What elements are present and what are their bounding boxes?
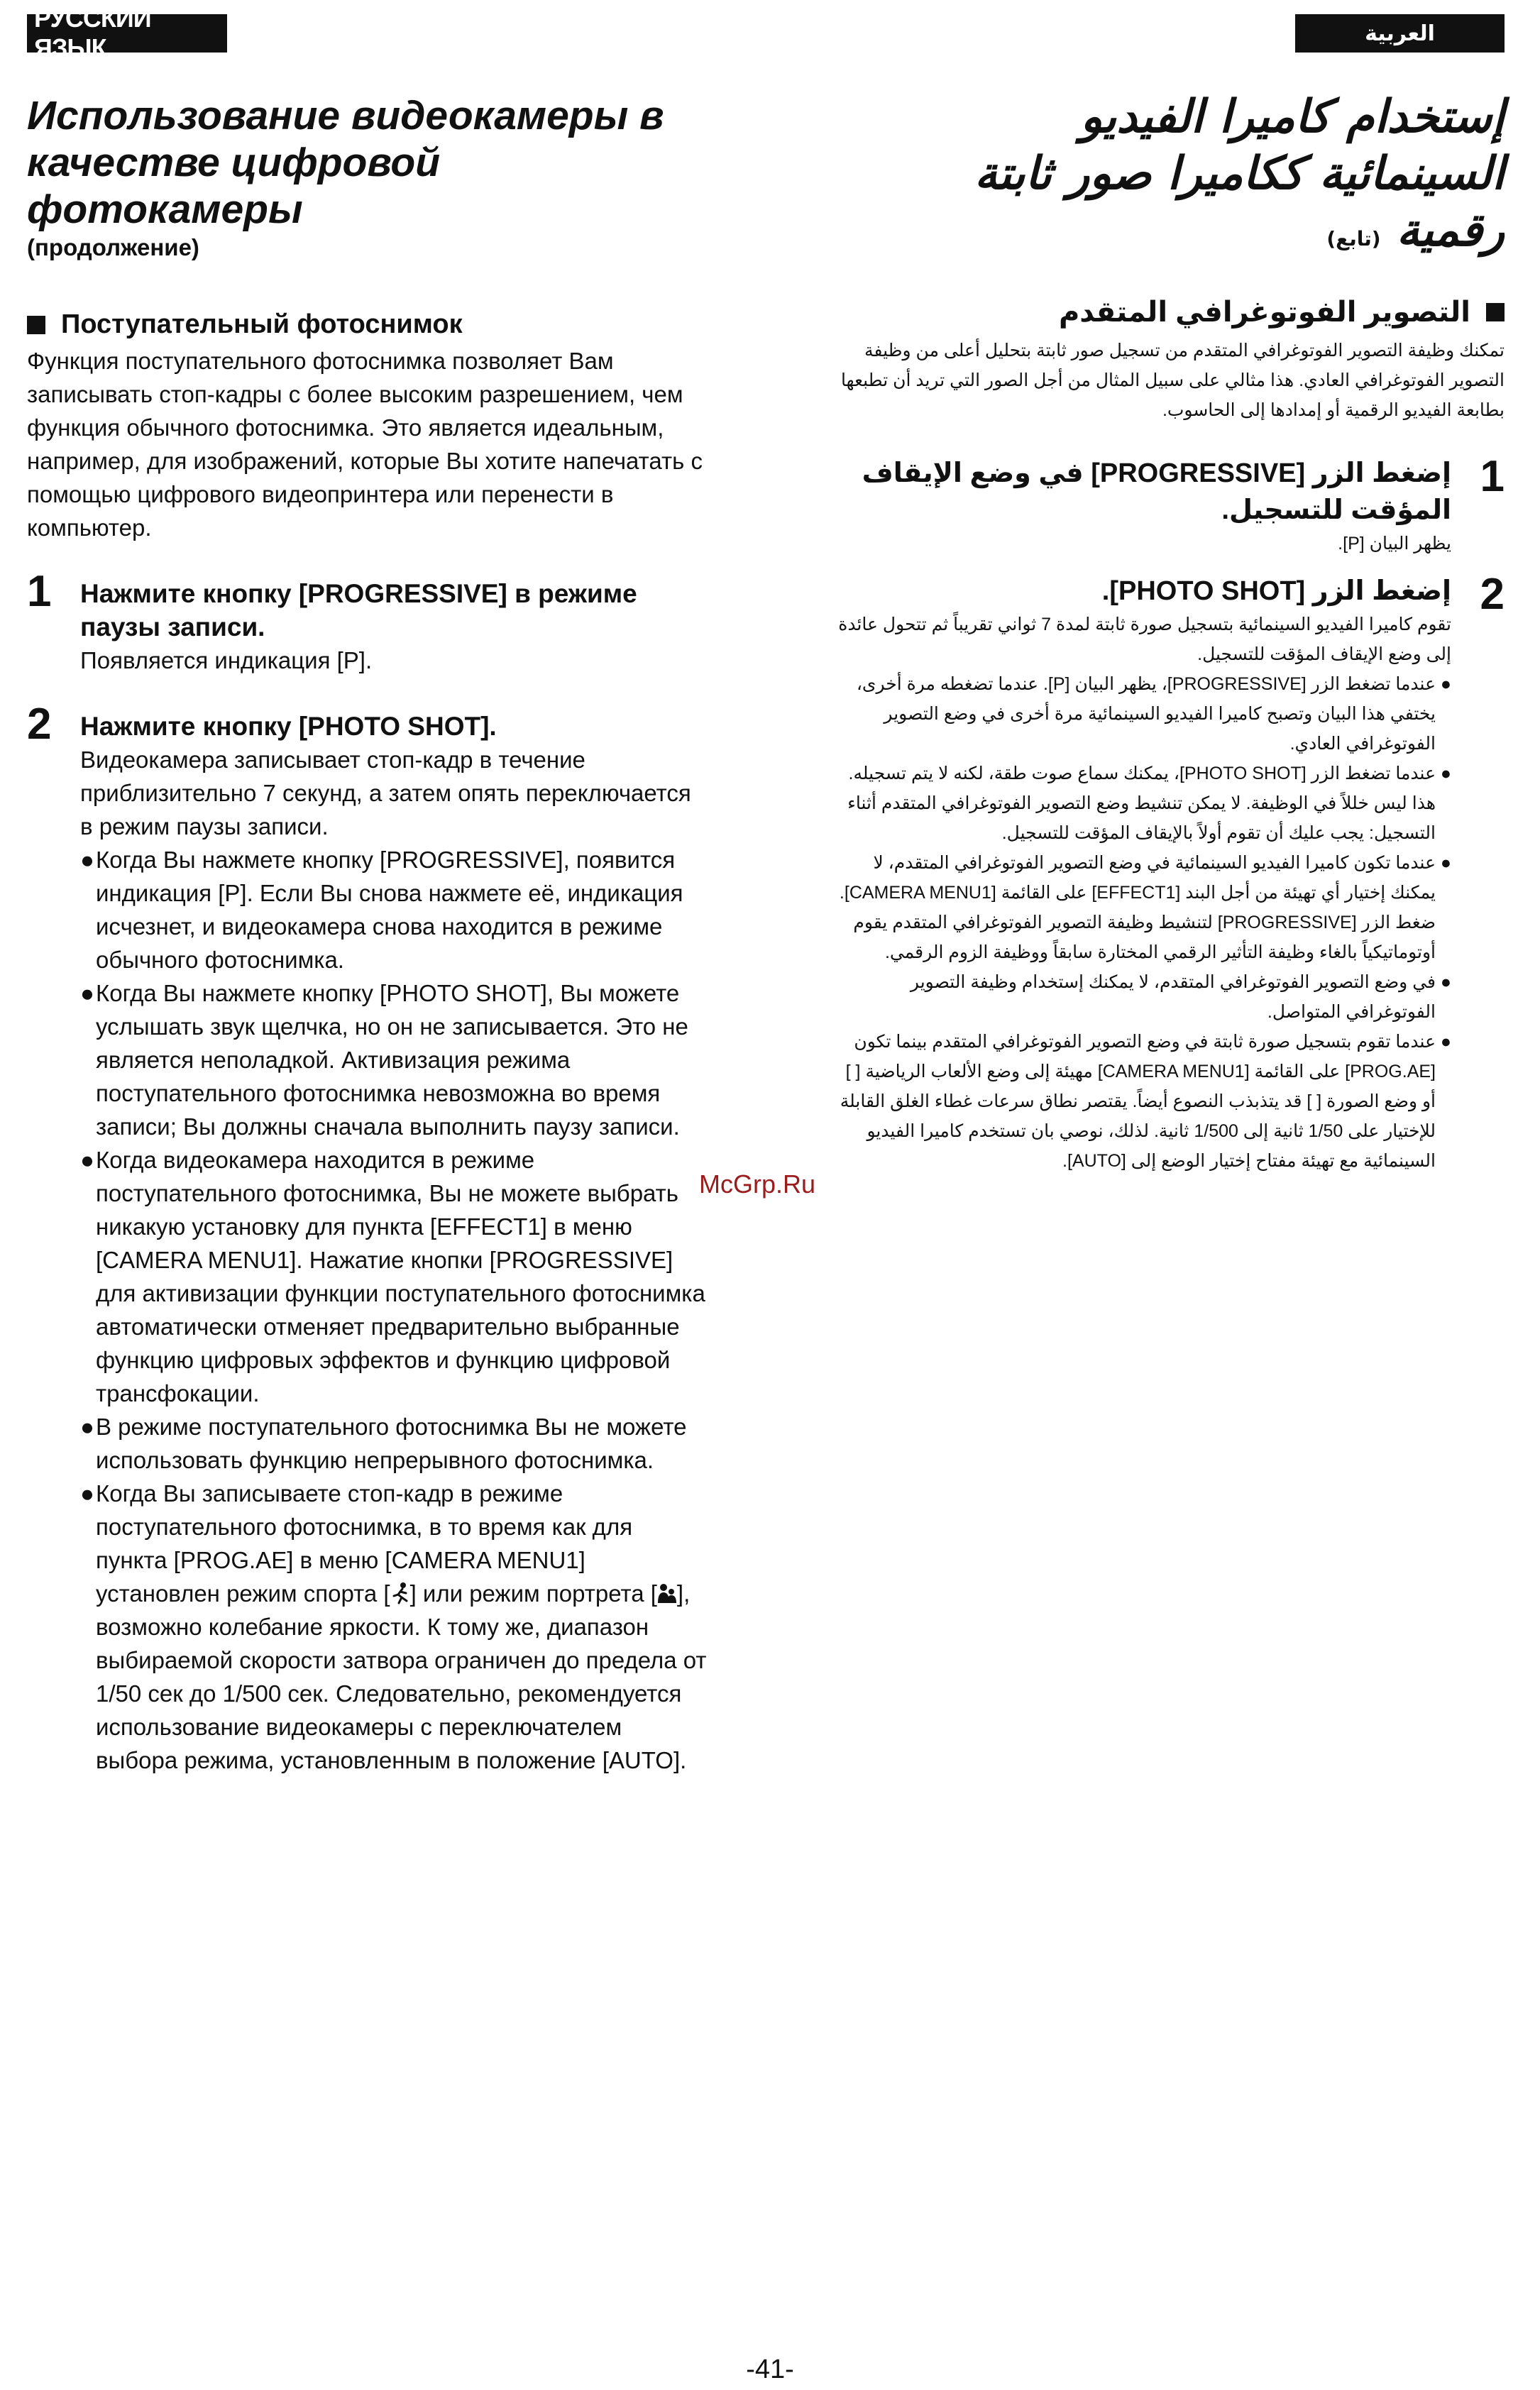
notes-list-arabic (834, 669, 1451, 1176)
list-item: ● Когда Вы нажмете кнопку [PHOTO SHOT], Вы можете услышать звук щелчка, но он не записывается. Это не является неполадкой. Активизация режима поступательного фотоснимка невозможна во время записи; Вы должны сначала выполнить паузу записи. (80, 980, 688, 1140)
step-1-arabic (834, 452, 1505, 558)
step-2-arabic (834, 570, 1505, 1176)
watermark: McGrp.Ru (699, 1169, 816, 1199)
list-item: ● Когда Вы записываете стоп-кадр в режиме поступательного фотоснимка, в то время как для пункта [PROG.AE] в меню [CAMERA MENU1] установлен режим спорта [ ] или режим портрета [ ], возможно колебание яркости. К тому же, диапазон выбираемой скорости затвора ограничен до предела от 1/50 сек до 1/500 сек. Следовательно, рекомендуется использование видеокамеры с переключателем выбора режима, установленным в положение [AUTO]. (80, 1480, 707, 1773)
page-subtitle: (продолжение) (27, 234, 199, 260)
step-number: 1 (27, 567, 52, 616)
step-text: Появляется индикация [P]. (80, 647, 373, 673)
step-text: تقوم كاميرا الفيديو السينمائية بتسجيل صورة ثابتة لمدة 7 ثواني تقريباً ثم تتحول عائدة إلى وضع الإيقاف المؤقت للتسجيل. (838, 615, 1451, 664)
step-text: يظهر البيان [P]. (1338, 534, 1451, 554)
step-title: إضغط الزر [PROGRESSIVE] في وضع الإيقاف المؤقت للتسجيل. (862, 458, 1451, 525)
list-item: ● В режиме поступательного фотоснимка Вы не можете использовать функцию непрерывного фотоснимка. (80, 1414, 687, 1473)
portrait-mode-icon (657, 1582, 677, 1604)
sports-mode-icon (390, 1582, 410, 1604)
language-tab-arabic: العربية (1295, 14, 1505, 53)
page-number: -41- (746, 2355, 794, 2384)
russian-column (27, 92, 708, 1777)
step-title: Нажмите кнопку [PHOTO SHOT]. (80, 712, 497, 741)
list-item: ● عندما تضغط الزر [PHOTO SHOT]، يمكنك سماع صوت طقة، لكنه لا يتم تسجيله. هذا ليس خللاً في الوظيفة. لا يمكن تنشيط وضع التصوير الفوتوغرافي المتقدم أثناء التسجيل: يجب عليك أن تقوم أولاً بالإيقاف المؤقت للتسجيل. (847, 764, 1451, 843)
list-item: ● عندما تقوم بتسجيل صورة ثابتة في وضع التصوير الفوتوغرافي المتقدم بينما تكون [PROG.AE] على القائمة [CAMERA MENU1] مهيئة إلى وضع الألعاب الرياضية [ ] أو وضع الصورة [ ] قد يتذبذب النصوع أيضاً. يقتصر نطاق سرعات غطاء الغلق القابلة للإختيار على 1/50 ثانية إلى 1/500 ثانية. لذلك، نوصي بان تستخدم كاميرا الفيديو السينمائية مع تهيئة مفتاح إختيار الوضع إلى [AUTO]. (840, 1032, 1451, 1171)
page-title-arabic: إستخدام كاميرا الفيديو السينمائية ككاميرا صور ثابتة رقمية (تابع) (974, 91, 1505, 257)
section-intro: Функция поступательного фотоснимка позволяет Вам записывать стоп-кадры с более высоким разрешением, чем функция обычного фотоснимка. Это является идеальным, например, для изображений, которые Вы хотите напечатать с помощью цифрового видеопринтера или перенести в компьютер. (27, 348, 703, 541)
section-heading: Поступательный фотоснимок (27, 309, 708, 340)
step-number: 2 (27, 700, 52, 749)
section-intro-arabic: تمكنك وظيفة التصوير الفوتوغرافي المتقدم من تسجيل صور ثابتة بتحليل أعلى من وظيفة التصوير الفوتوغرافي العادي. هذا مثالي على سبيل المثال من أجل الصور التي تريد أن تطبعها بطابعة الفيديو الرقمية أو إمدادها إلى الحاسوب. (840, 341, 1505, 420)
section-heading-arabic: التصوير الفوتوغرافي المتقدم (834, 296, 1505, 329)
list-item: ● في وضع التصوير الفوتوغرافي المتقدم، لا يمكنك إستخدام وظيفة التصوير الفوتوغرافي المتواصل. (910, 972, 1451, 1022)
page-title: Использование видеокамеры в качестве цифровой фотокамеры (27, 93, 664, 232)
square-bullet-icon (1486, 303, 1505, 321)
list-item: ● عندما تضغط الزر [PROGRESSIVE]، يظهر البيان [P]. عندما تضغطه مرة أخرى، يختفي هذا البيان وتصبح كاميرا الفيديو السينمائية مرة أخرى في وضع التصوير الفوتوغرافي العادي. (856, 674, 1451, 754)
square-bullet-icon (27, 316, 45, 334)
step-title: Нажмите кнопку [PROGRESSIVE] в режиме паузы записи. (80, 579, 637, 641)
list-item: ● Когда Вы нажмете кнопку [PROGRESSIVE], появится индикация [P]. Если Вы снова нажмете её, индикация исчезнет, и видеокамера снова находится в режиме обычного фотоснимка. (80, 847, 683, 973)
step-number: 1 (1480, 452, 1505, 501)
list-item: ● Когда видеокамера находится в режиме поступательного фотоснимка, Вы не можете выбрать никакую установку для пункта [EFFECT1] в меню [CAMERA MENU1]. Нажатие кнопки [PROGRESSIVE] для активизации функции поступательного фотоснимка автоматически отменяет предварительно выбранные функцию цифровых эффектов и функцию цифровой трансфокации. (80, 1147, 705, 1406)
language-tab-russian: РУССКИЙ ЯЗЫК (27, 14, 227, 53)
step-2 (27, 700, 708, 1777)
arabic-column (834, 89, 1505, 1176)
step-text: Видеокамера записывает стоп-кадр в течение приблизительно 7 секунд, а затем опять переключается в режим паузы записи. (80, 747, 691, 839)
list-item: ● عندما تكون كاميرا الفيديو السينمائية في وضع التصوير الفوتوغرافي المتقدم، لا يمكنك إختيار أي تهيئة من أجل البند [EFFECT1] على القائمة [CAMERA MENU1]. ضغط الزر [PROGRESSIVE] لتنشيط وظيفة التصوير الفوتوغرافي المتقدم يقوم أوتوماتيكياً بالغاء وظيفة التأثير الرقمي المختارة سابقاً ووظيفة الزوم الرقمي. (839, 853, 1451, 962)
step-title: إضغط الزر [PHOTO SHOT]. (1101, 576, 1451, 606)
notes-list (80, 843, 708, 1777)
step-number: 2 (1480, 570, 1505, 619)
step-1 (27, 567, 708, 677)
